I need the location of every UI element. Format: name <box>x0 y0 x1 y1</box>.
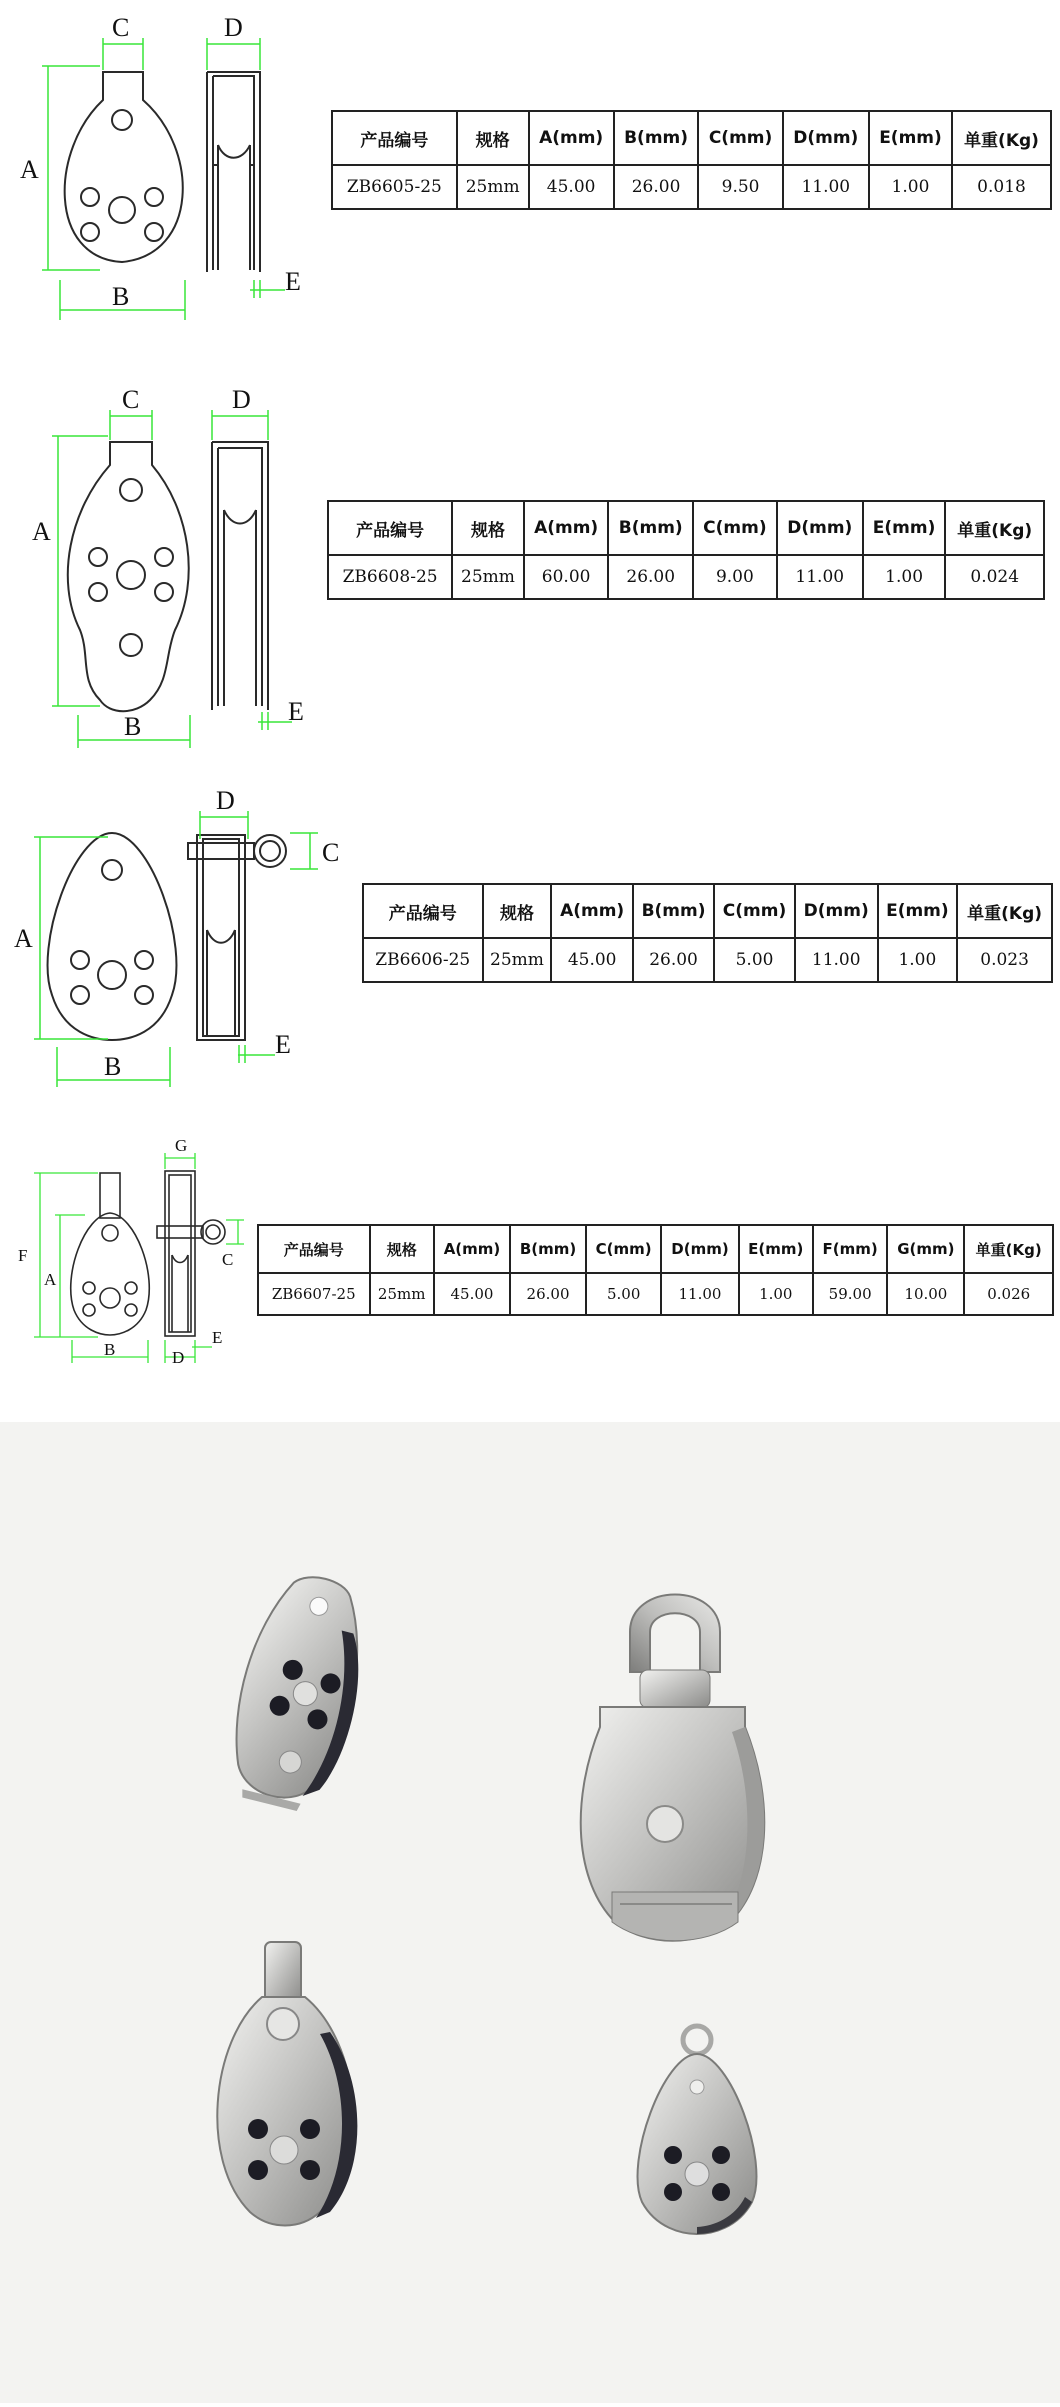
table-header-cell: 规格 <box>457 111 529 165</box>
dimension-label-a: A <box>44 1270 57 1289</box>
spec-table-zb6607 <box>257 1224 1054 1316</box>
pulley-photo-1 <box>216 1566 383 1819</box>
table-header-row <box>328 501 1044 555</box>
table-header-cell: A(mm) <box>524 501 609 555</box>
table-header-cell: D(mm) <box>795 884 878 938</box>
table-header-cell: 产品编号 <box>328 501 452 555</box>
table-cell: 5.00 <box>586 1273 661 1315</box>
table-header-cell: 规格 <box>483 884 552 938</box>
table-header-cell: 规格 <box>452 501 524 555</box>
table-header-cell: 单重(Kg) <box>945 501 1044 555</box>
table-header-cell: 单重(Kg) <box>952 111 1051 165</box>
table-header-cell: D(mm) <box>661 1225 738 1273</box>
dimension-label-b: B <box>104 1340 116 1359</box>
dimension-label-a: A <box>32 517 51 546</box>
dimension-label-e: E <box>212 1328 223 1347</box>
table-cell: 25mm <box>370 1273 434 1315</box>
table-cell: 0.026 <box>964 1273 1053 1315</box>
table-header-cell: 规格 <box>370 1225 434 1273</box>
table-header-cell: F(mm) <box>813 1225 887 1273</box>
table-header-cell: A(mm) <box>529 111 614 165</box>
table-header-row <box>363 884 1052 938</box>
table-cell: ZB6605-25 <box>332 165 457 209</box>
table-cell: 10.00 <box>887 1273 964 1315</box>
table-cell: 26.00 <box>608 555 692 599</box>
dimension-label-d: D <box>224 13 243 42</box>
technical-drawing-zb6608 <box>0 370 330 760</box>
table-cell: 0.024 <box>945 555 1044 599</box>
table-header-cell: 单重(Kg) <box>957 884 1052 938</box>
table-header-cell: B(mm) <box>510 1225 586 1273</box>
pulley-photo-3 <box>217 1942 357 2226</box>
dimension-label-c: C <box>222 1250 234 1269</box>
table-row <box>258 1273 1053 1315</box>
dimension-label-f: F <box>18 1246 28 1265</box>
dimension-label-g: G <box>175 1136 188 1155</box>
spec-table-zb6606 <box>362 883 1053 983</box>
product-photo <box>0 1422 1060 2403</box>
table-cell: 9.50 <box>698 165 782 209</box>
dimension-label-d: D <box>216 786 235 815</box>
technical-drawing-zb6605 <box>0 0 330 330</box>
table-header-cell: D(mm) <box>783 111 869 165</box>
table-header-cell: E(mm) <box>869 111 952 165</box>
table-cell: 45.00 <box>551 938 633 982</box>
table-header-cell: A(mm) <box>551 884 633 938</box>
table-cell: 11.00 <box>795 938 878 982</box>
table-row <box>328 555 1044 599</box>
product-section-zb6606 <box>0 775 1060 1105</box>
table-header-cell: 单重(Kg) <box>964 1225 1053 1273</box>
dimension-label-c: C <box>112 13 130 42</box>
table-header-cell: E(mm) <box>863 501 946 555</box>
table-header-cell: B(mm) <box>614 111 699 165</box>
table-cell: 45.00 <box>434 1273 510 1315</box>
product-photo-area <box>0 1422 1060 2403</box>
table-cell: 1.00 <box>878 938 958 982</box>
table-header-cell: B(mm) <box>633 884 714 938</box>
table-header-cell: E(mm) <box>739 1225 813 1273</box>
product-section-zb6608 <box>0 370 1060 760</box>
technical-drawing-zb6607 <box>0 1125 250 1365</box>
table-cell: 25mm <box>483 938 552 982</box>
table-cell: 5.00 <box>714 938 795 982</box>
table-cell: 59.00 <box>813 1273 887 1315</box>
table-row <box>332 165 1051 209</box>
table-header-cell: E(mm) <box>878 884 958 938</box>
table-cell: 0.023 <box>957 938 1052 982</box>
table-header-cell: 产品编号 <box>332 111 457 165</box>
table-row <box>363 938 1052 982</box>
table-cell: 0.018 <box>952 165 1051 209</box>
dimension-label-b: B <box>124 712 142 741</box>
table-cell: 1.00 <box>869 165 952 209</box>
product-section-zb6605 <box>0 0 1060 330</box>
table-cell: ZB6607-25 <box>258 1273 370 1315</box>
table-header-cell: G(mm) <box>887 1225 964 1273</box>
spec-table-zb6605 <box>331 110 1052 210</box>
pulley-photo-2 <box>581 1595 765 1941</box>
table-cell: ZB6606-25 <box>363 938 483 982</box>
table-header-cell: C(mm) <box>698 111 782 165</box>
table-cell: ZB6608-25 <box>328 555 452 599</box>
table-header-cell: A(mm) <box>434 1225 510 1273</box>
table-cell: 45.00 <box>529 165 614 209</box>
table-cell: 11.00 <box>661 1273 738 1315</box>
dimension-label-e: E <box>285 267 301 296</box>
table-cell: 11.00 <box>783 165 869 209</box>
table-cell: 25mm <box>457 165 529 209</box>
product-section-zb6607 <box>0 1125 1060 1365</box>
table-cell: 60.00 <box>524 555 609 599</box>
table-cell: 11.00 <box>777 555 863 599</box>
table-cell: 26.00 <box>614 165 699 209</box>
technical-drawing-zb6606 <box>0 775 340 1105</box>
dimension-label-d: D <box>232 385 251 414</box>
table-header-cell: 产品编号 <box>363 884 483 938</box>
table-header-row <box>332 111 1051 165</box>
dimension-label-a: A <box>20 155 39 184</box>
dimension-label-e: E <box>275 1030 291 1059</box>
dimension-label-c: C <box>122 385 140 414</box>
table-header-cell: 产品编号 <box>258 1225 370 1273</box>
table-cell: 25mm <box>452 555 524 599</box>
spec-table-zb6608 <box>327 500 1045 600</box>
table-header-cell: C(mm) <box>693 501 777 555</box>
table-cell: 26.00 <box>633 938 714 982</box>
dimension-label-c: C <box>322 838 340 867</box>
table-cell: 1.00 <box>863 555 946 599</box>
dimension-label-a: A <box>14 924 33 953</box>
dimension-label-d: D <box>172 1348 185 1365</box>
table-cell: 1.00 <box>739 1273 813 1315</box>
dimension-label-b: B <box>104 1052 122 1081</box>
table-cell: 26.00 <box>510 1273 586 1315</box>
table-header-row <box>258 1225 1053 1273</box>
table-header-cell: C(mm) <box>586 1225 661 1273</box>
table-header-cell: D(mm) <box>777 501 863 555</box>
table-header-cell: B(mm) <box>608 501 692 555</box>
table-cell: 9.00 <box>693 555 777 599</box>
pulley-photo-4 <box>638 2026 757 2234</box>
dimension-label-b: B <box>112 282 130 311</box>
table-header-cell: C(mm) <box>714 884 795 938</box>
dimension-label-e: E <box>288 697 304 726</box>
